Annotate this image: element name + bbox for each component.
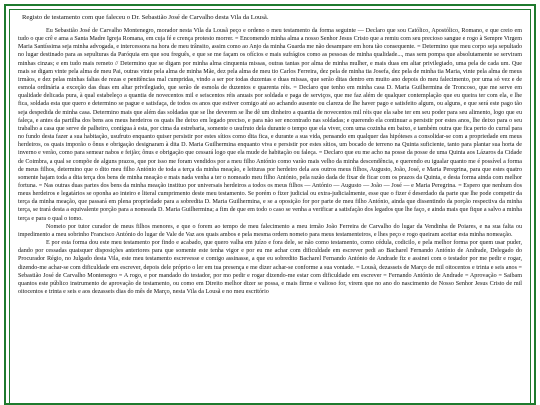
document-body bbox=[18, 13, 522, 405]
document-title: Registo de testamento com que faleceu o Dr. Sebastião José de Carvalho desta Vila da Lousã. bbox=[22, 14, 269, 21]
paragraph-testament: Eu Sebastião José de Carvalho Montenegro, morador nesta Vila da Lousã peço e ordeno o meu testamento da forma seguinte — Declaro que sou Católico, Apostólico, Romano, e que creio em tudo o que crê e ama a Santa Madre Igreja Romana, em cuja fé e crença protesto morrer. = Encomendo minha alma a nosso Senhor Jesus Cristo que a remiu com seu precioso sangue e rogo à Sempre Virgem Maria Santíssima seja minha advogada, e intercessora na hora de meu trânsito, assim como ao Anjo da minha Guarda me não desampare em hora tão consequente. = Determino que meu corpo seja sepultado no lugar destinado para as sepulturas da Paróquia em que sou freguês, e que se me façam os ofícios e mais sufrágios como as pessoas de minha qualidade..., mas sem pompa que absolutamente se serviram minhas cinzas; e em tudo mais remeto // Determino que se digam por minha alma cinquenta missas, outras tantas por alma de minha mulher, e mais duas em altar privilegiado, uma pela de cada um. Que mais se digam vinte pela alma de meu Pai, outras vinte pela alma de minha Mãe, dez pela alma de meu tio Carlos Ferreira, dez pela de minha tia Josefa, dez pela de minha tia Maria, vinte pela alma de meus irmãos, e dez pelas minhas faltas de rezas e penitências mal cumpridas, vindo a ser por todas duzentas e duas missas, que serão ditas dentro em muito ano depois do meu falecimento, por uma só vez e de esmola ordinária a exceção das duas em altar privilegiado, que serão de esmola de duzentos e quarenta réis. = Declaro que tenho em minha casa D. Maria Guilhermina de Troncoso, que me serve em qualidade delicada pura, à qual estabeleço a quantia de novecentos mil e seiscentos réis anuais por soldada e paga de serviços, que me faz além de qualquer contemplação que eu queira ter com ela, e lhe fica, soldada esta que quero e determino se pague e satisfaça, de todos os anos que estiver comigo até ao achando ausente ou clareza de lhe haver pago e satisfeito algum, ou alguns, e que será este pago tão seja despedida de minha casa. Determino mais que além das soldadas que se lhe deverem se lhe dê um dinheiro a quantia de novecentos mil réis que ela sabe ter em seu poder para seu alimento, logo que eu faleça, e antes da partilha dos bens aos meus herdeiros os quais lhe deixo em legado preciso, e para não ser encontrado nas soldadas; e querendo ela continuar a persistir por estes anos, lhe deixo para o seu trabalho a casa que serve de palheiro, contígua à esta, por cima da estrebaria, somente o usufruto dela durante o tempo que ela viver, com uma cozinha em baixo, e também outra que fica perto do curral para no fundo desta fazer a sua habitação, usufruto enquanto quiser persistir por estes sítios como dita fica, e durante a sua vida, pensando em qualquer das hipóteses a consolidar-se com a propriedade em meus herdeiros, os quais imporão o ônus e obrigação designaram à dita D. Maria Guilhermina enquanto viva e persistir por estes sítios, um bocado de terreno na Quinta suficiente, tanto para plantar sua horta de inverno e verão, como para semear nabos e feijão; ônus e obrigação que cessará logo que ela mude de habitação ou faleça. = Declaro que eu me acho na posse da posse de uma Quinta aos Lázaros da Cidade de Coimbra, a qual se compõe de alguns prazos, que por isso me foram vendidos por a meu filho António como varão mais velho da minha descendência, e querendo eu igualar quanto me é possível a forma de meus filhos, determino que o dito meu filho António de toda a terça da minha meação, e leituras por herdeiro dela aos outros meus filhos, Augusto, João, José, e Maria Peregrina, para que estes quatro somente hajam toda a dita terça dos bens de minha meação e mais nada venha a ter o nomeado meu filho António, pela razão dada de fixar de ficar com os prazos da Quinta, e desta forma ainda com melhor fortuna. = Nas outras duas partes dos bens da minha meação instituo por universais herdeiros a todos os meus filhos — António — Augusto — João — José — e Maria Peregrina. = Espero que nenhum dos meus herdeiros e legatários se oponha ao inteiro e literal cumprimento deste meu testamento. Se porém o fizer judicial ou extra-judicialmente, esse que o fizer é deserdado da parte que lhe pode competir da terça da minha meação, que passará em plena propriedade para a sobredita D. Maria Guilhermina, e se a oposição for por parte de meu filho António, ainda que dissentindo da porção respectiva da minha terça, se trará desta a equivalente porção para a nomeada D. Maria Guilhermina; a fim de que em todo o caso se venha a verificar a satisfação dos legados que lhe faço, e ainda mais que fique a salvo a minha terça e para o qual o tomo. bbox=[18, 28, 522, 222]
paragraph-tutor: Nomeio por tutor curador de meus filhos menores, e que o forem ao tempo de meu falecimento a meu irmão João Ferreira de Carvalho do lugar da Vendinha de Poiares, e na sua falta ou impedimento a meu sobrinho Francisco António do lugar de Vale de Vaz aos quais ambos e pela mesma ordem nomeio para meus testamenteiros, e lhes peço e rogo queiram aceitar esta minha nomeação. bbox=[18, 223, 522, 238]
paragraph-closing: E por esta forma dou este meu testamento por findo e acabado, que quero valha em juízo e fora dele, se não como testamento, como cédula, codicilo, e pela melhor forma por quem usar puder, dando por cessadas quaisquer disposições anteriores para que somente este tenha vigor e por eu me achar com dificuldade em escrever pedi ao Bacharel Fernando António de Andrade, Delegado do Procurador Régio, no Julgado desta Vila, este meu testamento escrevesse e comigo assinasse, a que eu sobredito Bacharel Fernando António de Andrade fiz e assinei com o testador por me pedir e rogar, dizendo-me achar-se com dificuldade em escrever, depois dele próprio o ler em tua presença e me dizer achar-se conforme a sua vontade. = Lousã, dezasseis de Março de mil oitocentos e trinta e seis anos = Sebastião José de Carvalho Montenegro = A rogo, e por mandado do testador, por mo pedir e rogar dizendo-me estar com dificuldade em escrever = Fernando António de Andrade = Aprovação = Saibam quantos este público instrumento de aprovação de testamento, ou como em Direito melhor dizer se possa, e mais firme e valioso for, virem que no ano do nascimento de Nosso Senhor Jesus Cristo de mil oitocentos e trinta e seis e aos dezasseis dias do mês de Março, nesta Vila da Lousã e no meu escritório bbox=[18, 240, 522, 295]
